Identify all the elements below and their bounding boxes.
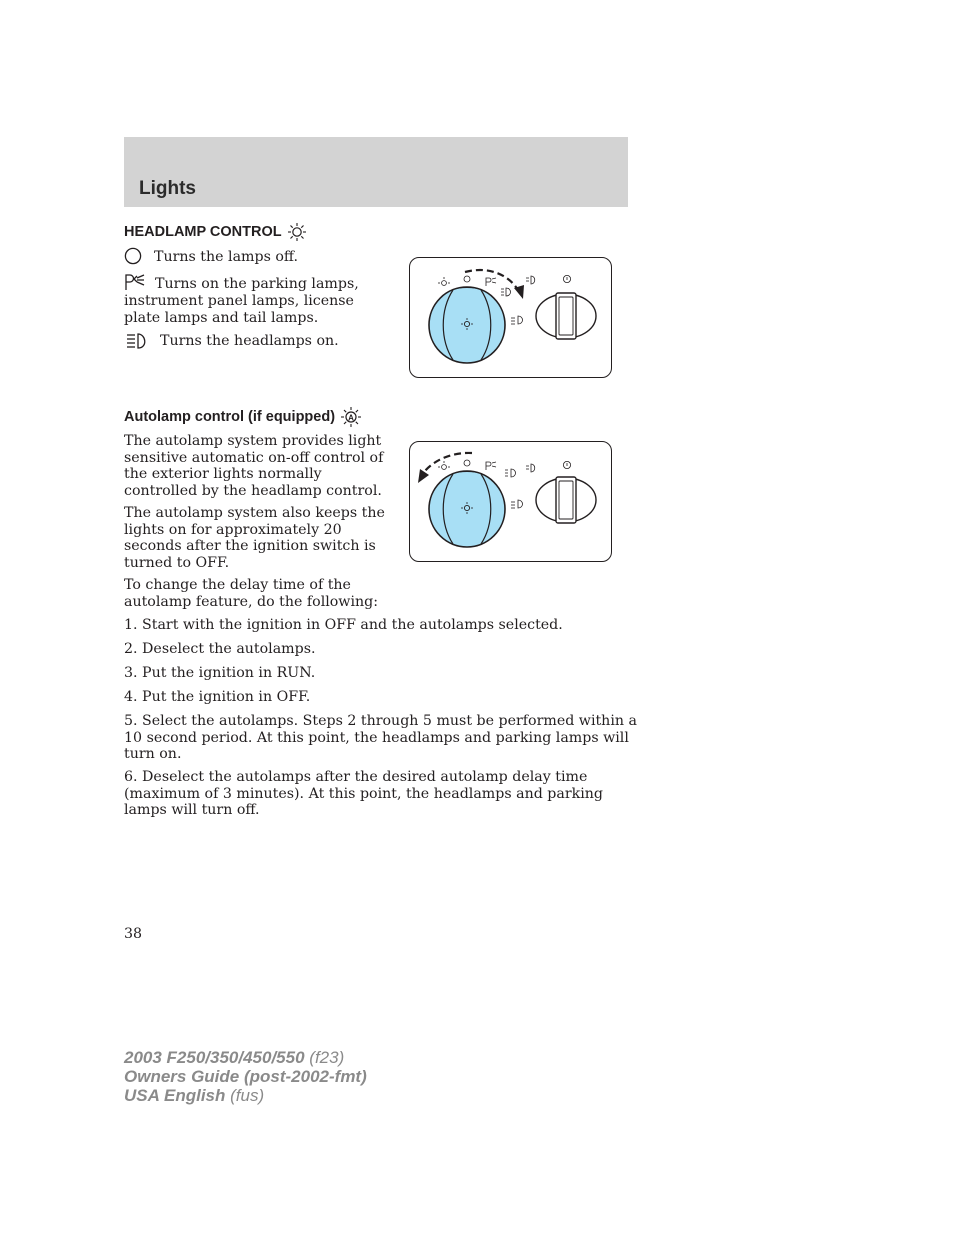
document-footer bbox=[124, 1048, 367, 1105]
autolamp-control-heading-text: Autolamp control (if equipped) bbox=[124, 409, 336, 425]
step-3 bbox=[124, 665, 315, 682]
step-5 bbox=[124, 713, 637, 763]
step-2 bbox=[124, 641, 316, 658]
step-line: turn on. bbox=[124, 746, 182, 762]
autolamp-paragraph-1-line: sensitive automatic on-off control of bbox=[124, 449, 384, 466]
footer-line-2 bbox=[124, 1067, 367, 1086]
headlamp-switch-illustration-2 bbox=[409, 441, 612, 562]
headlamps-icon bbox=[124, 332, 150, 350]
step-4 bbox=[124, 689, 310, 706]
off-description: Turns the lamps off. bbox=[154, 249, 299, 265]
autolamp-paragraph-2-line: seconds after the ignition switch is bbox=[124, 538, 376, 554]
footer-line-1 bbox=[124, 1048, 367, 1067]
step-6 bbox=[124, 769, 603, 819]
step-1 bbox=[124, 617, 563, 634]
footer-language-code: (fus) bbox=[225, 1086, 265, 1105]
autolamp-paragraph-1-line: the exterior lights normally bbox=[124, 466, 322, 482]
step-line: 4. Put the ignition in OFF. bbox=[124, 689, 311, 705]
headlamp-control-heading bbox=[124, 222, 308, 242]
footer-guide-name: Owners Guide (post-2002-fmt) bbox=[124, 1067, 367, 1086]
headlamp-control-heading-text: HEADLAMP CONTROL bbox=[124, 224, 282, 240]
autolamp-paragraph-1 bbox=[124, 433, 383, 499]
step-line: 6. Deselect the autolamps after the desired autolamp delay time bbox=[124, 769, 588, 785]
section-title: Lights bbox=[139, 178, 196, 199]
headlamp-switch-diagram-2 bbox=[410, 442, 611, 561]
autolamp-paragraph-2-line: The autolamp system also keeps the bbox=[124, 505, 385, 521]
step-line: 2. Deselect the autolamps. bbox=[124, 641, 316, 657]
parking-lamps-description-line1: Turns on the parking lamps, bbox=[155, 276, 359, 292]
step-line: 5. Select the autolamps. Steps 2 through 5 must be performed within a bbox=[124, 713, 637, 729]
autolamp-paragraph-3-line: To change the delay time of the bbox=[124, 577, 351, 593]
step-line: 10 second period. At this point, the headlamps and parking lamps will bbox=[124, 729, 629, 746]
sun-icon bbox=[286, 222, 308, 242]
page-number: 38 bbox=[124, 926, 143, 942]
step-line: (maximum of 3 minutes). At this point, the headlamps and parking bbox=[124, 785, 603, 802]
step-line: 1. Start with the ignition in OFF and the autolamps selected. bbox=[124, 617, 563, 633]
autolamp-paragraph-3-line: autolamp feature, do the following: bbox=[124, 593, 378, 610]
autolamp-paragraph-1-line: controlled by the headlamp control. bbox=[124, 482, 382, 499]
headlamp-switch-illustration-1 bbox=[409, 257, 612, 378]
step-line: lamps will turn off. bbox=[124, 802, 260, 818]
autolamp-paragraph-3 bbox=[124, 577, 378, 610]
section-header-band bbox=[124, 137, 628, 207]
headlamps-description: Turns the headlamps on. bbox=[160, 333, 339, 349]
autolamp-control-heading bbox=[124, 406, 363, 428]
headlamp-switch-diagram-1 bbox=[410, 258, 611, 377]
parking-lamps-icon bbox=[124, 273, 146, 291]
step-line: 3. Put the ignition in RUN. bbox=[124, 665, 316, 681]
autolamp-paragraph-2-line: turned to OFF. bbox=[124, 554, 230, 571]
autolamp-icon bbox=[339, 406, 363, 428]
footer-model-code: (f23) bbox=[304, 1048, 345, 1067]
autolamp-paragraph-1-line: The autolamp system provides light bbox=[124, 433, 382, 449]
footer-model: 2003 F250/350/450/550 bbox=[124, 1048, 305, 1067]
footer-language: USA English bbox=[124, 1086, 226, 1105]
parking-lamps-description-line3: plate lamps and tail lamps. bbox=[124, 310, 319, 326]
svg-text:A: A bbox=[348, 413, 354, 423]
autolamp-paragraph-2 bbox=[124, 505, 385, 571]
off-circle-icon bbox=[124, 247, 142, 265]
parking-lamps-description-line2: instrument panel lamps, license bbox=[124, 293, 354, 309]
autolamp-paragraph-2-line: lights on for approximately 20 bbox=[124, 521, 342, 538]
footer-line-3 bbox=[124, 1086, 367, 1105]
